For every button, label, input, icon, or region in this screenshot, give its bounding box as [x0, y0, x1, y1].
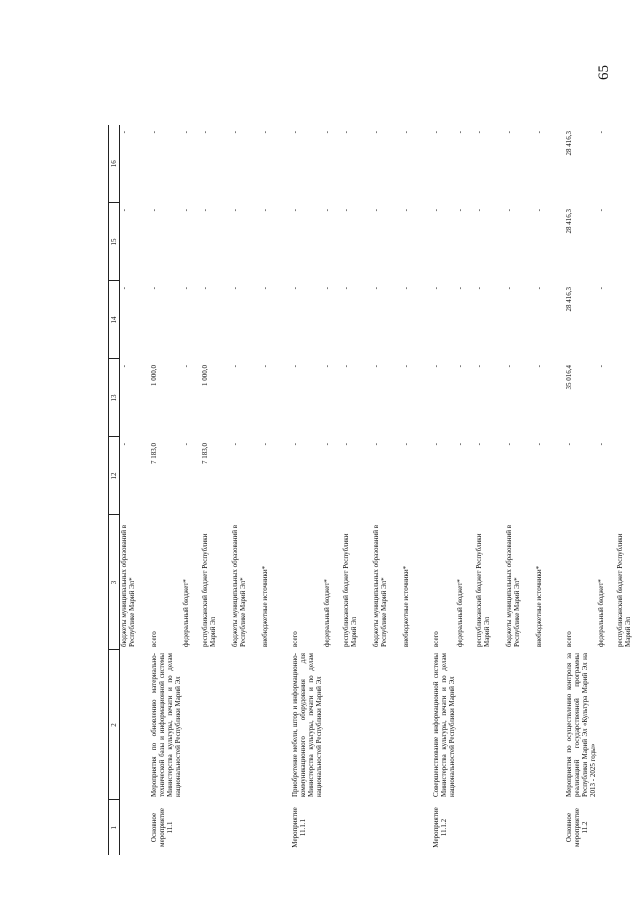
value-cell: -	[475, 131, 483, 134]
value-cell: 28 416,3	[565, 209, 573, 234]
value-cell	[616, 437, 639, 515]
value-cell: -	[120, 209, 128, 212]
funding-source: внебюджетные источники*	[402, 565, 410, 647]
table-row	[120, 125, 151, 855]
value-cell: -	[182, 131, 190, 134]
value-cell: -	[120, 287, 128, 290]
value-cell: -	[231, 287, 239, 290]
value-cell	[616, 203, 639, 281]
value-cell: -	[432, 443, 440, 446]
value-cell: -	[597, 209, 605, 212]
value-cell: -	[402, 443, 410, 446]
value-cell: -	[432, 365, 440, 368]
row-group-label: Мероприятие 11.1.2	[432, 807, 448, 848]
value-cell: -	[372, 443, 380, 446]
value-cell: -	[456, 365, 464, 368]
row-description: Мероприятия по обновлению материально-технической базы и информационной системы Министерства культуры, печати и по делам национальностей Республики Марий Эл	[150, 653, 182, 797]
funding-source: республиканский бюджет Республики Марий Эл	[616, 533, 632, 647]
value-cell	[616, 125, 639, 203]
value-cell: -	[342, 365, 350, 368]
value-cell: -	[201, 209, 209, 212]
value-cell: -	[150, 131, 158, 134]
value-cell: -	[231, 209, 239, 212]
row-description	[261, 650, 291, 800]
row-group-label	[597, 800, 616, 855]
value-cell: -	[505, 209, 513, 212]
table-row	[402, 125, 432, 855]
row-description	[120, 650, 151, 800]
value-cell: -	[291, 209, 299, 212]
value-cell: -	[597, 131, 605, 134]
row-description	[372, 650, 402, 800]
value-cell: -	[182, 443, 190, 446]
row-group-label	[616, 800, 639, 855]
value-cell: 28 416,3	[565, 287, 573, 312]
row-description	[201, 650, 231, 800]
row-group-label	[535, 800, 565, 855]
value-cell: -	[231, 131, 239, 134]
value-cell: -	[120, 131, 128, 134]
value-cell: -	[342, 443, 350, 446]
value-cell: -	[456, 209, 464, 212]
row-description	[231, 650, 261, 800]
col-header: 15	[109, 203, 120, 281]
value-cell: -	[402, 209, 410, 212]
col-header: 3	[109, 515, 120, 650]
page-number: 65	[596, 65, 612, 80]
value-cell: -	[231, 365, 239, 368]
value-cell: -	[323, 131, 331, 134]
table-row	[565, 125, 597, 855]
row-description	[182, 650, 201, 800]
col-header: 2	[109, 650, 120, 800]
table-row	[201, 125, 231, 855]
table-row	[432, 125, 456, 855]
row-group-label	[372, 800, 402, 855]
funding-source: республиканский бюджет Республики Марий Эл	[475, 533, 491, 647]
value-cell: -	[432, 131, 440, 134]
value-cell: -	[432, 287, 440, 290]
value-cell: -	[120, 443, 128, 446]
funding-source: всего	[291, 631, 299, 647]
table-row	[182, 125, 201, 855]
value-cell: 1 000,0	[201, 365, 209, 386]
value-cell: -	[261, 131, 269, 134]
value-cell: -	[323, 443, 331, 446]
row-group-label	[261, 800, 291, 855]
value-cell: -	[182, 365, 190, 368]
col-header: 13	[109, 359, 120, 437]
col-header: 1	[109, 800, 120, 855]
table-row	[456, 125, 475, 855]
col-header: 14	[109, 281, 120, 359]
value-cell: -	[402, 287, 410, 290]
value-cell: -	[535, 287, 543, 290]
value-cell: -	[372, 365, 380, 368]
row-description: Мероприятия по осуществлению контроля за реализацией государственной программы Республики Марий Эл «Культура Марий Эл на 2013 - 2025 годы»	[565, 653, 597, 797]
budget-table	[108, 125, 639, 855]
value-cell: -	[456, 131, 464, 134]
value-cell: -	[565, 443, 573, 446]
row-group-label: Основное мероприятие 11.1	[150, 808, 174, 847]
rotated-table-page	[108, 125, 632, 855]
row-description	[323, 650, 342, 800]
value-cell: -	[456, 443, 464, 446]
value-cell: -	[291, 443, 299, 446]
table-row	[150, 125, 182, 855]
value-cell: -	[261, 365, 269, 368]
row-group-label: Мероприятие 11.1.1	[291, 807, 307, 848]
value-cell: -	[402, 365, 410, 368]
value-cell: -	[150, 209, 158, 212]
row-description	[597, 650, 616, 800]
value-cell: -	[505, 365, 513, 368]
value-cell: -	[323, 209, 331, 212]
table-row	[616, 125, 639, 855]
row-description	[475, 650, 505, 800]
value-cell: -	[372, 209, 380, 212]
row-group-label	[182, 800, 201, 855]
row-description	[616, 650, 639, 800]
row-group-label	[201, 800, 231, 855]
table-row	[291, 125, 323, 855]
col-header: 16	[109, 125, 120, 203]
funding-source: бюджеты муниципальных образований в Республике Марий Эл*	[231, 524, 247, 647]
value-cell: -	[323, 365, 331, 368]
value-cell: -	[535, 209, 543, 212]
value-cell: -	[291, 365, 299, 368]
value-cell: -	[505, 443, 513, 446]
value-cell: -	[261, 209, 269, 212]
table-row	[372, 125, 402, 855]
col-header: 12	[109, 437, 120, 515]
table-row	[505, 125, 535, 855]
value-cell: -	[372, 131, 380, 134]
funding-source: федеральный бюджет*	[182, 579, 190, 647]
value-cell: -	[402, 131, 410, 134]
value-cell: -	[342, 209, 350, 212]
value-cell: -	[201, 131, 209, 134]
value-cell: 28 416,3	[565, 131, 573, 156]
value-cell: 7 183,0	[150, 443, 158, 464]
row-group-label	[323, 800, 342, 855]
funding-source: всего	[150, 631, 158, 647]
value-cell: -	[535, 365, 543, 368]
table-row	[597, 125, 616, 855]
value-cell: -	[182, 209, 190, 212]
row-description	[505, 650, 535, 800]
value-cell: -	[372, 287, 380, 290]
value-cell: -	[291, 287, 299, 290]
value-cell: -	[231, 443, 239, 446]
value-cell	[616, 281, 639, 359]
funding-source: бюджеты муниципальных образований в Республике Марий Эл*	[505, 524, 521, 647]
value-cell: -	[597, 443, 605, 446]
value-cell: -	[120, 365, 128, 368]
row-description	[535, 650, 565, 800]
value-cell: -	[201, 287, 209, 290]
table-row	[475, 125, 505, 855]
row-group-label	[475, 800, 505, 855]
row-group-label: Основное мероприятие 11.2	[565, 808, 589, 847]
value-cell: -	[475, 365, 483, 368]
value-cell: -	[291, 131, 299, 134]
value-cell: -	[535, 131, 543, 134]
value-cell: -	[475, 443, 483, 446]
funding-source: бюджеты муниципальных образований в Республике Марий Эл*	[120, 524, 136, 647]
funding-source: внебюджетные источники*	[261, 565, 269, 647]
value-cell: -	[597, 287, 605, 290]
funding-source: республиканский бюджет Республики Марий Эл	[342, 533, 358, 647]
value-cell: -	[150, 287, 158, 290]
value-cell: -	[323, 287, 331, 290]
value-cell: -	[342, 287, 350, 290]
value-cell: -	[535, 443, 543, 446]
funding-source: внебюджетные источники*	[535, 565, 543, 647]
value-cell: -	[456, 287, 464, 290]
row-description	[342, 650, 372, 800]
funding-source: федеральный бюджет*	[323, 579, 331, 647]
funding-source: всего	[432, 631, 440, 647]
row-group-label	[120, 800, 151, 855]
funding-source: федеральный бюджет*	[456, 579, 464, 647]
value-cell: -	[505, 287, 513, 290]
row-group-label	[231, 800, 261, 855]
table-row	[342, 125, 372, 855]
value-cell: -	[432, 209, 440, 212]
value-cell	[616, 359, 639, 437]
row-description: Совершенствование информационной системы Министерства культуры, печати и по делам национальностей Республики Марий Эл	[432, 653, 456, 797]
value-cell: -	[597, 365, 605, 368]
row-group-label	[456, 800, 475, 855]
value-cell: -	[505, 131, 513, 134]
funding-source: федеральный бюджет*	[597, 579, 605, 647]
row-group-label	[402, 800, 432, 855]
value-cell: -	[342, 131, 350, 134]
value-cell: -	[261, 443, 269, 446]
value-cell: -	[182, 287, 190, 290]
row-group-label	[342, 800, 372, 855]
row-group-label	[505, 800, 535, 855]
table-row	[323, 125, 342, 855]
table-row	[535, 125, 565, 855]
row-description	[402, 650, 432, 800]
row-description: Приобретение мебели, штор и информационно-коммуникационного оборудования для Министерства культуры, печати и по делам национальностей Республики Марий Эл	[291, 653, 323, 797]
table-row	[261, 125, 291, 855]
funding-source: всего	[565, 631, 573, 647]
table-row	[231, 125, 261, 855]
value-cell: -	[261, 287, 269, 290]
header-row	[109, 125, 120, 855]
value-cell: 1 000,0	[150, 365, 158, 386]
value-cell: -	[475, 209, 483, 212]
funding-source: бюджеты муниципальных образований в Республике Марий Эл*	[372, 524, 388, 647]
value-cell: -	[475, 287, 483, 290]
funding-source: республиканский бюджет Республики Марий Эл	[201, 533, 217, 647]
value-cell: 7 183,0	[201, 443, 209, 464]
value-cell: 35 016,4	[565, 365, 573, 390]
row-description	[456, 650, 475, 800]
